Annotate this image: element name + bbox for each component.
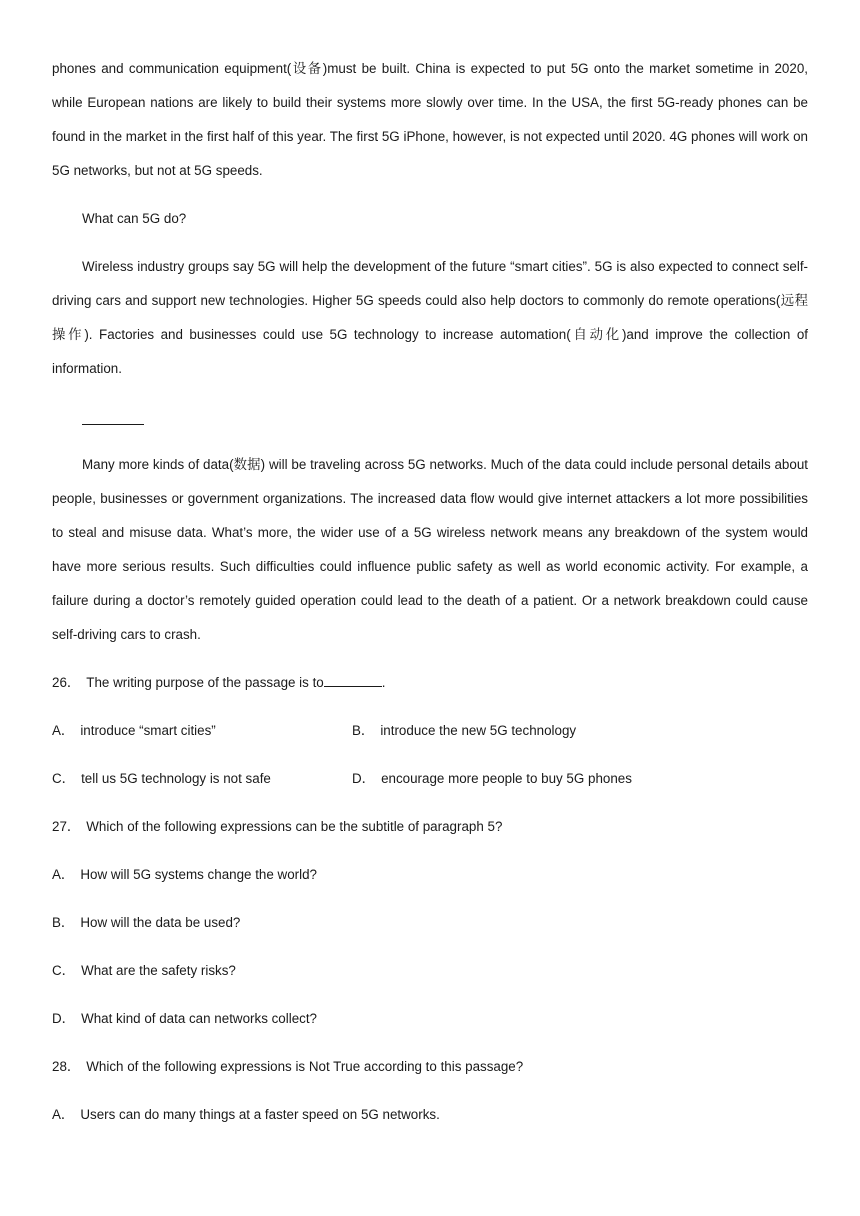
passage-paragraph-3: Many more kinds of data(数据) will be traveling across 5G networks. Much of the data could include personal details about people, businesses or government organizations. The increased data flow would give internet attackers a lot more possibilities to steal and misuse data. What’s more, the wider use of a 5G wireless network means any breakdown of the system would have more serious results. Such difficulties could influence public safety as well as world economic activity. For example, a failure during a doctor’s remotely guided operation could lead to the death of a patient. Or a network breakdown could cause self-driving cars to crash. <box>52 457 808 642</box>
option-letter: A． <box>52 867 75 882</box>
option-d[interactable] <box>52 1002 808 1036</box>
option-letter: B． <box>352 723 375 738</box>
option-d[interactable] <box>352 762 632 796</box>
option-letter: A． <box>52 723 75 738</box>
option-b[interactable] <box>352 714 576 748</box>
option-letter: C． <box>52 963 76 978</box>
option-a[interactable] <box>52 714 216 748</box>
option-text: introduce “smart cities” <box>80 723 216 738</box>
option-b[interactable] <box>52 906 808 940</box>
option-letter: C． <box>52 771 76 786</box>
question-text: Which of the following expressions can be the subtitle of paragraph 5? <box>86 819 503 834</box>
option-text: introduce the new 5G technology <box>380 723 577 738</box>
question-28 <box>52 1050 808 1084</box>
option-letter: D． <box>352 771 376 786</box>
question-end-punct: . <box>381 675 386 690</box>
blank-underline <box>82 424 144 425</box>
option-text: What kind of data can networks collect? <box>81 1011 318 1026</box>
option-a[interactable] <box>52 1098 808 1132</box>
option-letter: D． <box>52 1011 76 1026</box>
passage-paragraph-1: phones and communication equipment(设备)must be built. China is expected to put 5G onto the market sometime in 2020, while European nations are likely to build their systems more slowly over time. In the USA, the first 5G-ready phones can be found in the market in the first half of this year. The first 5G iPhone, however, is not expected until 2020. 4G phones will work on 5G networks, but not at 5G speeds. <box>52 61 808 178</box>
option-text: tell us 5G technology is not safe <box>81 771 271 786</box>
question-27 <box>52 810 808 844</box>
document-page <box>52 52 808 1146</box>
answer-blank <box>324 674 382 687</box>
option-text: How will the data be used? <box>80 915 241 930</box>
option-a[interactable] <box>52 858 808 892</box>
options-row <box>52 714 808 748</box>
option-text: encourage more people to buy 5G phones <box>381 771 632 786</box>
missing-subtitle-blank <box>52 400 808 448</box>
option-text: How will 5G systems change the world? <box>80 867 317 882</box>
question-26 <box>52 666 808 700</box>
option-c[interactable] <box>52 762 271 796</box>
section-heading-what-can-5g-do: What can 5G do? <box>82 211 187 226</box>
option-text: Users can do many things at a faster speed on 5G networks. <box>80 1107 440 1122</box>
option-letter: A． <box>52 1107 75 1122</box>
options-row <box>52 762 808 796</box>
question-text: The writing purpose of the passage is to <box>86 675 324 690</box>
option-text: What are the safety risks? <box>81 963 236 978</box>
option-letter: B． <box>52 915 75 930</box>
question-number: 27． <box>52 819 81 834</box>
question-number: 28． <box>52 1059 81 1074</box>
question-number: 26． <box>52 675 81 690</box>
option-c[interactable] <box>52 954 808 988</box>
question-text: Which of the following expressions is Not True according to this passage? <box>86 1059 524 1074</box>
passage-paragraph-2: Wireless industry groups say 5G will help the development of the future “smart cities”. 5G is also expected to connect self-driving cars and support new technologies. Higher 5G speeds could also help doctors to commonly do remote operations(远程操作). Factories and businesses could use 5G technology to increase automation(自动化)and improve the collection of information. <box>52 259 808 376</box>
